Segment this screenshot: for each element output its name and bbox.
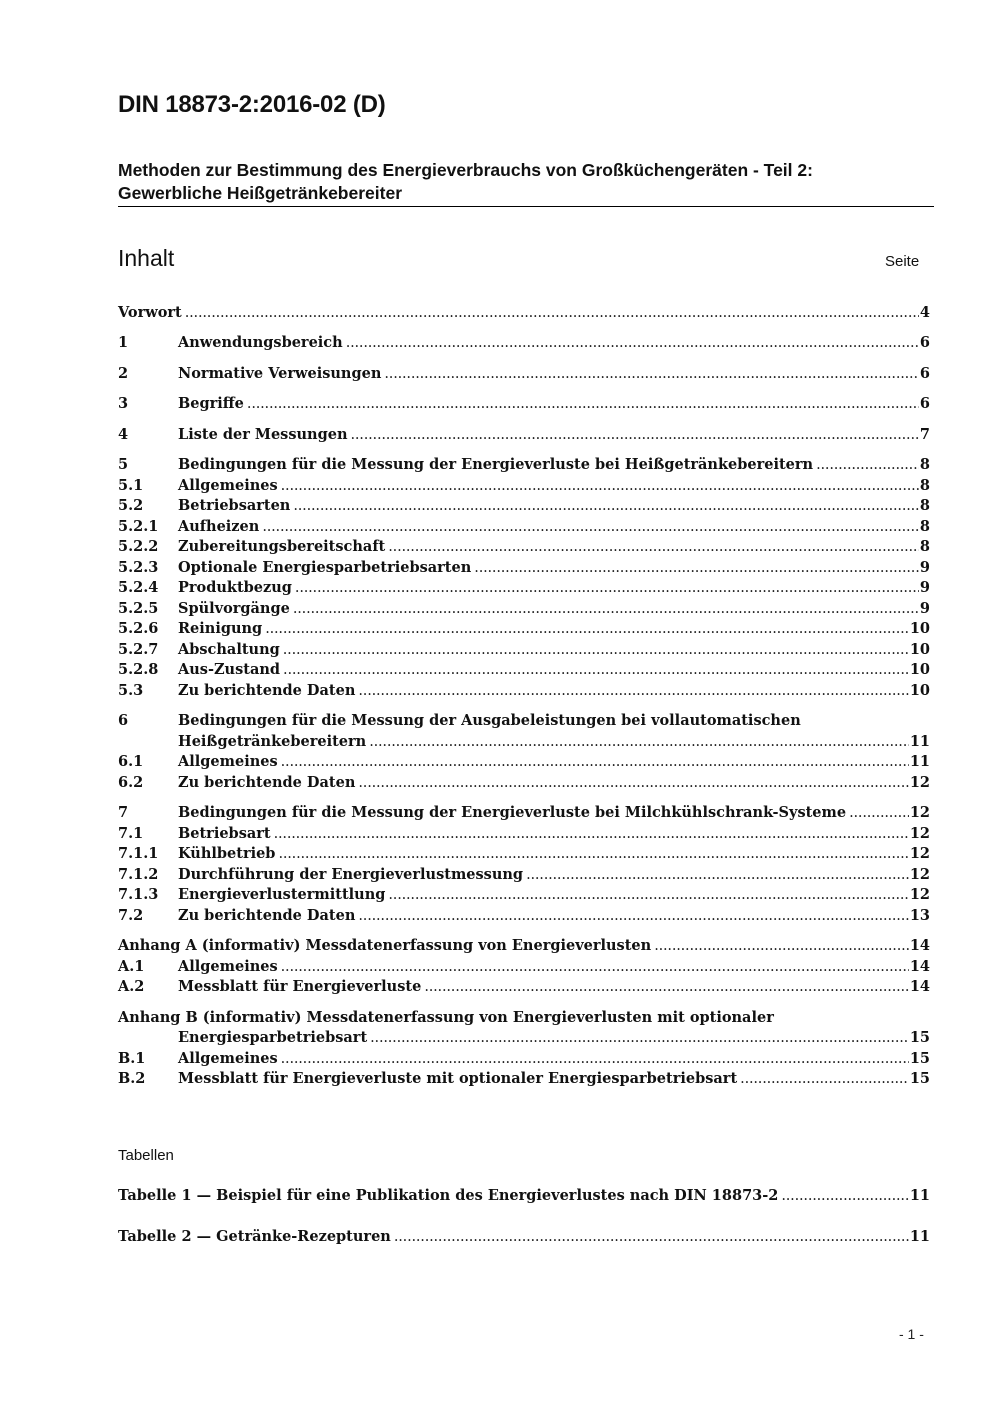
toc-entry-title: Anhang B (informativ) Messdatenerfassung von Energieverlusten mit optionaler [118, 1009, 774, 1026]
toc-entry[interactable] [118, 823, 930, 844]
toc-entry-title: Liste der Messungen [178, 426, 348, 443]
dot-leader [369, 732, 909, 753]
toc-entry-page: 9 [919, 579, 930, 596]
toc-entry-number: 5.2.3 [118, 559, 159, 576]
table-entry-title: Tabelle 1 — Beispiel für eine Publikation des Energieverlustes nach DIN 18873-2 [118, 1187, 779, 1204]
toc-entry-number: A.1 [118, 958, 145, 975]
toc-entry-number: 6 [118, 712, 129, 729]
toc-entry[interactable] [118, 1007, 930, 1028]
dot-leader [350, 425, 918, 446]
toc-entry[interactable] [118, 557, 930, 578]
toc-entry-number: A.2 [118, 978, 145, 995]
dot-leader [358, 906, 908, 927]
toc-entry[interactable] [118, 618, 930, 639]
dot-leader [281, 476, 919, 497]
dot-leader [281, 752, 909, 773]
table-entry-title: Tabelle 2 — Getränke-Rezepturen [118, 1228, 391, 1245]
dot-leader [346, 333, 919, 354]
toc-entry[interactable] [118, 363, 930, 384]
toc-entry-title: Produktbezug [178, 579, 292, 596]
toc-entry-number: 2 [118, 365, 129, 382]
toc-entry-title: Bedingungen für die Messung der Ausgabeleistungen bei vollautomatischen [178, 712, 801, 729]
table-entry-page: 11 [909, 1187, 930, 1204]
dot-leader [281, 957, 909, 978]
dot-leader [370, 1028, 909, 1049]
toc-entry-page: 10 [909, 641, 930, 658]
toc-entry[interactable] [118, 639, 930, 660]
toc-entry-title: Aus-Zustand [178, 661, 281, 678]
toc-entry-page: 8 [919, 477, 930, 494]
dot-leader [384, 364, 919, 385]
subtitle-divider [118, 206, 934, 207]
dot-leader [816, 455, 919, 476]
toc-entry-title: Betriebsarten [178, 497, 291, 514]
toc-entry-title: Messblatt für Energieverluste mit optionaler Energiesparbetriebsart [178, 1070, 738, 1087]
toc-entry-page: 8 [919, 456, 930, 473]
toc-entry-title: Anwendungsbereich [178, 334, 343, 351]
toc-entry-number: 5.2.8 [118, 661, 159, 678]
toc-entry-page: 13 [909, 907, 930, 924]
toc-entry-title: Optionale Energiesparbetriebsarten [178, 559, 472, 576]
toc-entry-page: 12 [909, 845, 930, 862]
toc-entry-number: 6.1 [118, 753, 144, 770]
toc-entry-page: 15 [909, 1050, 930, 1067]
table-list-entry[interactable] [118, 1185, 930, 1206]
toc-entry-page: 15 [909, 1070, 930, 1087]
toc-entry-title: Bedingungen für die Messung der Energieverluste bei Heißgetränkebereitern [178, 456, 814, 473]
toc-entry-title: Energiesparbetriebsart [178, 1029, 368, 1046]
toc-entry-title: Betriebsart [178, 825, 271, 842]
toc-entry-title: Normative Verweisungen [178, 365, 382, 382]
toc-entry-number: 5.2.5 [118, 600, 159, 617]
toc-entry-page: 8 [919, 518, 930, 535]
toc-entry-number: 3 [118, 395, 129, 412]
toc-entry-title: Messblatt für Energieverluste [178, 978, 422, 995]
toc-entry-page: 14 [909, 958, 930, 975]
toc-entry-number: B.2 [118, 1070, 146, 1087]
toc-entry-title: Zubereitungsbereitschaft [178, 538, 386, 555]
toc-entry[interactable] [118, 659, 930, 680]
toc-entry-number: 7.2 [118, 907, 144, 924]
dot-leader [293, 496, 919, 517]
toc-entry-page: 7 [919, 426, 930, 443]
toc-entry[interactable] [118, 956, 930, 977]
dot-leader [265, 619, 909, 640]
toc-entry[interactable] [118, 332, 930, 353]
toc-entry-number: 5.2.7 [118, 641, 159, 658]
toc-entry-number: 6.2 [118, 774, 144, 791]
toc-entry-number: 5 [118, 456, 129, 473]
dot-leader [278, 844, 908, 865]
dot-leader [295, 578, 919, 599]
toc-entry[interactable] [118, 884, 930, 905]
toc-entry[interactable] [118, 424, 930, 445]
toc-entry-number: 7.1.1 [118, 845, 159, 862]
toc-entry-page: 6 [919, 365, 930, 382]
toc-entry-title: Anhang A (informativ) Messdatenerfassung von Energieverlusten [118, 937, 652, 954]
page-column-label: Seite [885, 253, 920, 270]
toc-entry[interactable] [118, 905, 930, 926]
toc-entry-page: 14 [909, 978, 930, 995]
toc-entry-title: Abschaltung [178, 641, 280, 658]
dot-leader [281, 1049, 909, 1070]
toc-entry-number: B.1 [118, 1050, 146, 1067]
toc-entry[interactable] [118, 680, 930, 701]
toc-entry-number: 5.2.1 [118, 518, 159, 535]
toc-entry[interactable] [118, 864, 930, 885]
toc-entry-page: 9 [919, 600, 930, 617]
toc-entry-number: 4 [118, 426, 129, 443]
dot-leader [781, 1186, 908, 1207]
dot-leader [388, 537, 919, 558]
toc-entry[interactable] [118, 751, 930, 772]
toc-entry-number: 5.3 [118, 682, 144, 699]
toc-entry-page: 8 [919, 497, 930, 514]
dot-leader [424, 977, 908, 998]
dot-leader [654, 936, 909, 957]
toc-entry-number: 1 [118, 334, 129, 351]
toc-entry-page: 12 [909, 774, 930, 791]
dot-leader [247, 394, 919, 415]
dot-leader [740, 1069, 909, 1090]
dot-leader [185, 303, 919, 324]
toc-entry-title: Spülvorgänge [178, 600, 290, 617]
toc-entry-title: Bedingungen für die Messung der Energieverluste bei Milchkühlschrank-Systeme [178, 804, 847, 821]
toc-entry-page: 9 [919, 559, 930, 576]
table-list-entry[interactable] [118, 1226, 930, 1247]
subtitle-line-2: Gewerbliche Heißgetränkebereiter [118, 183, 402, 203]
toc-entry-page: 8 [919, 538, 930, 555]
dot-leader [849, 803, 909, 824]
toc-entry-number: 5.2 [118, 497, 144, 514]
dot-leader [283, 640, 909, 661]
dot-leader [394, 1227, 909, 1248]
toc-heading: Inhalt [118, 245, 175, 271]
toc-entry[interactable] [118, 772, 930, 793]
toc-entry[interactable] [118, 598, 930, 619]
toc-entry-title: Vorwort [118, 304, 182, 321]
toc-entry-page: 12 [909, 886, 930, 903]
dot-leader [262, 517, 919, 538]
toc-entry[interactable] [118, 302, 930, 323]
toc-entry[interactable] [118, 536, 930, 557]
toc-entry-title: Begriffe [178, 395, 244, 412]
toc-entry-title: Kühlbetrieb [178, 845, 276, 862]
toc-entry-number: 5.2.6 [118, 620, 159, 637]
dot-leader [293, 599, 919, 620]
toc-entry-title: Allgemeines [178, 958, 278, 975]
toc-entry-title: Reinigung [178, 620, 263, 637]
toc-entry[interactable] [118, 710, 930, 731]
toc-entry-title: Heißgetränkebereitern [178, 733, 367, 750]
dot-leader [474, 558, 919, 579]
toc-entry-page: 6 [919, 334, 930, 351]
toc-entry-number: 5.2.2 [118, 538, 159, 555]
toc-entry-page: 10 [909, 620, 930, 637]
toc-entry-page: 12 [909, 825, 930, 842]
toc-entry[interactable] [118, 935, 930, 956]
toc-entry-page: 14 [909, 937, 930, 954]
page-number: - 1 - [899, 1326, 924, 1342]
toc-entry-title: Zu berichtende Daten [178, 774, 356, 791]
toc-entry-title: Allgemeines [178, 477, 278, 494]
toc-entry[interactable] [118, 495, 930, 516]
dot-leader [283, 660, 909, 681]
toc-entry[interactable] [118, 976, 930, 997]
toc-entry[interactable] [118, 731, 930, 752]
toc-entry-number: 7 [118, 804, 129, 821]
toc-entry[interactable] [118, 516, 930, 537]
toc-entry-number: 5.1 [118, 477, 144, 494]
toc-entry[interactable] [118, 475, 930, 496]
toc-entry-page: 15 [909, 1029, 930, 1046]
toc-entry-page: 12 [909, 804, 930, 821]
toc-entry-title: Allgemeines [178, 1050, 278, 1067]
toc-entry-page: 6 [919, 395, 930, 412]
dot-leader [358, 681, 908, 702]
dot-leader [358, 773, 908, 794]
toc-entry[interactable] [118, 802, 930, 823]
toc-entry[interactable] [118, 454, 930, 475]
toc-entry-page: 11 [909, 753, 930, 770]
toc-entry-title: Zu berichtende Daten [178, 907, 356, 924]
toc-entry-page: 12 [909, 866, 930, 883]
toc-entry-page: 4 [919, 304, 930, 321]
toc-entry[interactable] [118, 843, 930, 864]
document-subtitle [118, 159, 934, 205]
toc-entry-page: 10 [909, 682, 930, 699]
toc-entry[interactable] [118, 1048, 930, 1069]
toc-entry-number: 7.1.3 [118, 886, 159, 903]
subtitle-line-1: Methoden zur Bestimmung des Energieverbrauchs von Großküchengeräten - Teil 2: [118, 160, 813, 180]
toc-entry[interactable] [118, 1068, 930, 1089]
toc-entry-title: Energieverlustermittlung [178, 886, 386, 903]
toc-entry-title: Zu berichtende Daten [178, 682, 356, 699]
tables-heading: Tabellen [118, 1147, 174, 1164]
toc-entry-title: Durchführung der Energieverlustmessung [178, 866, 524, 883]
dot-leader [388, 885, 908, 906]
toc-entry[interactable] [118, 577, 930, 598]
toc-entry-page: 11 [909, 733, 930, 750]
toc-entry-number: 5.2.4 [118, 579, 159, 596]
toc-entry[interactable] [118, 1027, 930, 1048]
toc-entry-number: 7.1 [118, 825, 144, 842]
dot-leader [526, 865, 909, 886]
toc-entry-number: 7.1.2 [118, 866, 159, 883]
toc-entry[interactable] [118, 393, 930, 414]
toc-entry-title: Aufheizen [178, 518, 260, 535]
table-entry-page: 11 [909, 1228, 930, 1245]
dot-leader [274, 824, 909, 845]
toc-entry-title: Allgemeines [178, 753, 278, 770]
document-title: DIN 18873-2:2016-02 (D) [118, 91, 386, 118]
toc-entry-page: 10 [909, 661, 930, 678]
